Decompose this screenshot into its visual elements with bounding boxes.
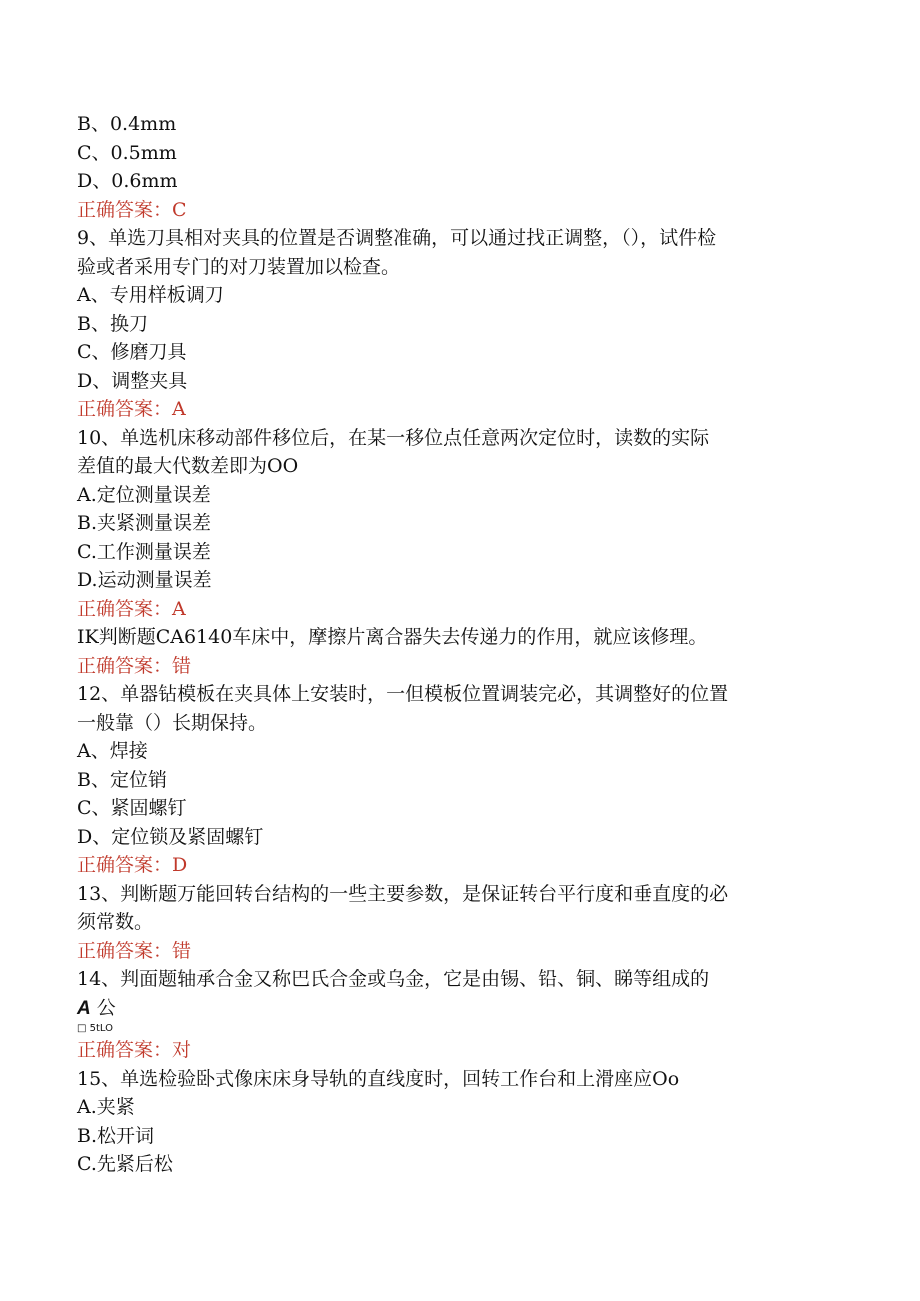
q14-glitch-a: A	[77, 997, 91, 1019]
q9-stem-line1: 9、单选刀具相对夹具的位置是否调整准确，可以通过找正调整，（），试件检	[77, 227, 717, 249]
q9-option-a: A、专用样板调刀	[77, 284, 224, 306]
q12-answer: 正确答案：D	[77, 854, 188, 876]
q14-stem-glitch-line	[77, 994, 837, 1023]
q12-stem-line1: 12、单器钻模板在夹具体上安装时，一但模板位置调装完必，其调整好的位置	[77, 683, 729, 705]
q14-stem-line1: 14、判面题轴承合金又称巴氏合金或乌金，它是由锡、铅、铜、睇等组成的	[77, 968, 710, 990]
q15-option-a: A.夹紧	[77, 1096, 135, 1118]
q13-answer: 正确答案：错	[77, 939, 192, 962]
q14-answer: 正确答案：对	[77, 1039, 192, 1061]
q8-option-b: B、0.4mm	[77, 113, 177, 135]
q15-stem-line1: 15、单选检验卧式像床床身导轨的直线度时，回转工作台和上滑座应Oo	[77, 1067, 680, 1090]
q10-option-c: C.工作测量误差	[77, 540, 211, 563]
q9-option-b: B、换刀	[77, 312, 148, 335]
q12-option-c: C、紧固螺钉	[77, 797, 187, 819]
q8-answer: 正确答案：C	[77, 198, 187, 221]
q10-stem-line1: 10、单选机床移动部件移位后，在某一移位点任意两次定位时，读数的实际	[77, 426, 710, 449]
q9-option-d: D、调整夹具	[77, 369, 188, 392]
q8-option-d: D、0.6mm	[77, 170, 178, 192]
q12-option-d: D、定位锁及紧固螺钉	[77, 825, 264, 848]
q10-option-d: D.运动测量误差	[77, 569, 212, 591]
q9-option-c: C、修磨刀具	[77, 341, 187, 363]
question-list	[77, 110, 837, 1179]
q9-stem-line2: 验或者采用专门的对刀装置加以检查。	[77, 255, 401, 278]
q15-option-c: C.先紧后松	[77, 1153, 173, 1175]
q9-answer: 正确答案：A	[77, 398, 186, 420]
q13-stem-line2: 须常数。	[77, 911, 154, 933]
q15-option-b: B.松开词	[77, 1124, 155, 1147]
q10-answer: 正确答案：A	[77, 597, 186, 620]
q10-option-b: B.夹紧测量误差	[77, 512, 212, 534]
q12-stem-line2: 一般靠（）长期保持。	[77, 711, 268, 734]
q10-option-a: A.定位测量误差	[77, 483, 211, 506]
q14-small-artifact: □ 5tLO	[77, 1023, 113, 1034]
q10-stem-line2: 差值的最大代数差即为OO	[77, 455, 299, 477]
q8-option-c: C、0.5mm	[77, 141, 177, 164]
q11-stem-line1: IK判断题CA6140车床中，摩擦片离合器失去传递力的作用，就应该修理。	[77, 626, 708, 648]
q12-option-b: B、定位销	[77, 768, 167, 791]
q13-stem-line1: 13、判断题万能回转台结构的一些主要参数，是保证转台平行度和垂直度的必	[77, 882, 729, 905]
q14-glitch-rest: 公	[90, 996, 116, 1019]
q12-option-a: A、焊接	[77, 740, 148, 762]
q11-answer: 正确答案：错	[77, 654, 192, 677]
